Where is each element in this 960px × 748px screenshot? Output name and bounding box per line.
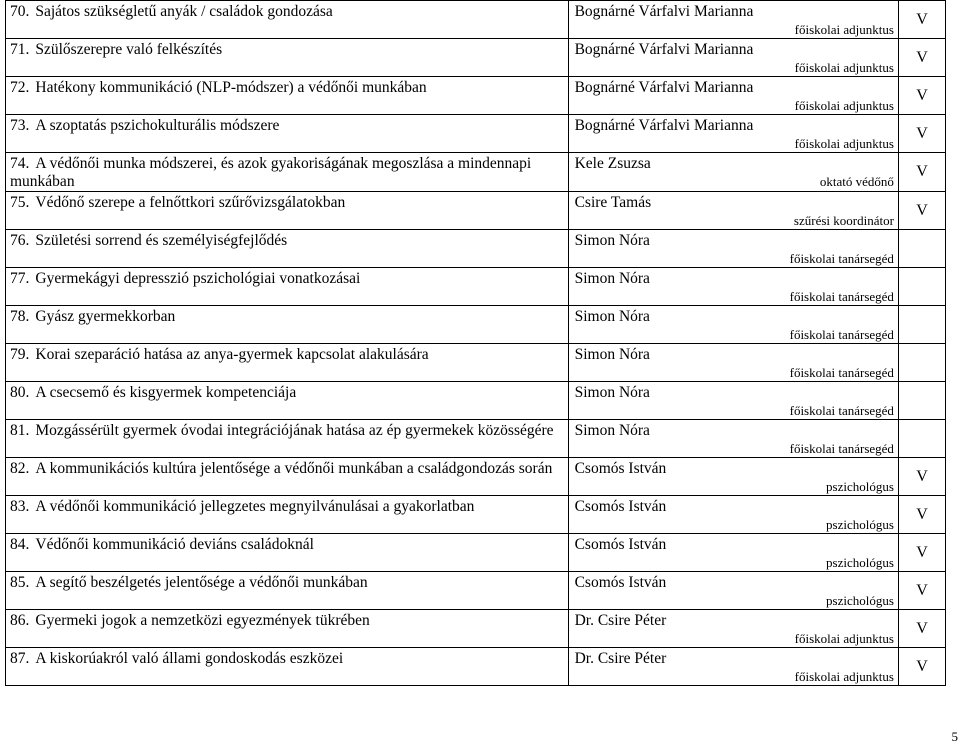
lecturer-name: Csire Tamás [574,194,652,211]
mark-cell [898,344,945,382]
lecturer-title: pszichológus [826,479,894,494]
lecturer-cell [568,77,898,115]
lecturer-name: Bognárné Várfalvi Marianna [574,117,754,134]
lecturer-title: főiskolai adjunktus [794,60,894,75]
lecturer-title: pszichológus [826,593,894,608]
mark-cell: V [898,572,945,610]
table-row [6,77,946,115]
lecturer-name: Kele Zsuzsa [574,155,651,172]
lecturer-cell [568,192,898,230]
mark-cell [898,382,945,420]
mark-cell: V [898,1,945,39]
topic-title: A védőnői kommunikáció jellegzetes megnyilvánulásai a gyakorlatban [35,498,475,515]
topic-cell [6,39,569,77]
lecturer-cell [568,230,898,268]
topic-number: 82. [10,460,30,477]
topic-cell [6,268,569,306]
table-row [6,496,946,534]
mark-cell: V [898,458,945,496]
topic-title: A védőnői munka módszerei, és azok gyakoriságának megoszlása a mindennapi munkában [10,155,532,190]
lecturer-name: Simon Nóra [574,308,650,325]
lecturer-cell [568,344,898,382]
topic-cell [6,192,569,230]
table-row [6,648,946,686]
lecturer-title: főiskolai adjunktus [794,631,894,646]
topic-number: 75. [10,194,30,211]
mark-cell: V [898,496,945,534]
topic-number: 72. [10,79,30,96]
lecturer-cell [568,458,898,496]
table-row [6,572,946,610]
mark-cell [898,306,945,344]
lecturer-title: főiskolai adjunktus [794,98,894,113]
table-row [6,115,946,153]
lecturer-cell [568,420,898,458]
mark-cell: V [898,77,945,115]
lecturer-cell [568,115,898,153]
lecturer-cell [568,39,898,77]
topic-title: Hatékony kommunikáció (NLP-módszer) a védőnői munkában [35,79,427,96]
lecturer-title: főiskolai tanársegéd [789,289,894,304]
topic-number: 87. [10,650,30,667]
topic-number: 80. [10,384,30,401]
lecturer-title: főiskolai tanársegéd [789,327,894,342]
topic-title: Gyermeki jogok a nemzetközi egyezmények tükrében [35,612,370,629]
mark-cell: V [898,648,945,686]
lecturer-cell [568,496,898,534]
topic-title: A kommunikációs kultúra jelentősége a védőnői munkában a családgondozás során [35,460,553,477]
lecturer-name: Bognárné Várfalvi Marianna [574,41,754,58]
topic-cell [6,458,569,496]
topic-number: 84. [10,536,30,553]
topic-title: Gyermekágyi depresszió pszichológiai vonatkozásai [35,270,361,287]
table-row [6,534,946,572]
topic-cell [6,382,569,420]
lecturer-title: főiskolai adjunktus [794,669,894,684]
lecturer-title: főiskolai tanársegéd [789,403,894,418]
topic-title: A csecsemő és kisgyermek kompetenciája [35,384,297,401]
topic-cell [6,153,569,192]
topic-title: Védőnő szerepe a felnőttkori szűrővizsgálatokban [35,194,346,211]
lecturer-title: oktató védőnő [819,174,894,189]
lecturer-title: főiskolai adjunktus [794,136,894,151]
topic-title: A kiskorúakról való állami gondoskodás eszközei [35,650,344,667]
lecturer-name: Dr. Csire Péter [574,612,667,629]
lecturer-cell [568,382,898,420]
topic-number: 77. [10,270,30,287]
table-row [6,268,946,306]
lecturer-title: főiskolai tanársegéd [789,251,894,266]
topic-cell [6,648,569,686]
topic-number: 71. [10,41,30,58]
lecturer-name: Simon Nóra [574,422,650,439]
topic-cell [6,534,569,572]
lecturer-title: főiskolai adjunktus [794,22,894,37]
lecturer-cell [568,306,898,344]
topic-cell [6,230,569,268]
topics-table [5,0,946,686]
lecturer-title: pszichológus [826,517,894,532]
lecturer-cell [568,534,898,572]
topic-number: 70. [10,3,30,20]
topic-title: Védőnői kommunikáció deviáns családoknál [35,536,314,553]
topic-cell [6,572,569,610]
topic-title: Gyász gyermekkorban [35,308,176,325]
topic-number: 76. [10,232,30,249]
lecturer-name: Simon Nóra [574,270,650,287]
table-row [6,382,946,420]
topic-title: A segítő beszélgetés jelentősége a védőnői munkában [35,574,368,591]
table-row [6,230,946,268]
page-number: 5 [951,729,958,744]
table-row [6,1,946,39]
lecturer-name: Simon Nóra [574,346,650,363]
topic-cell [6,344,569,382]
lecturer-title: szűrési koordinátor [793,213,894,228]
mark-cell: V [898,153,945,192]
topic-number: 74. [10,155,30,172]
lecturer-name: Dr. Csire Péter [574,650,667,667]
lecturer-cell [568,610,898,648]
lecturer-name: Csomós István [574,536,667,553]
lecturer-name: Simon Nóra [574,384,650,401]
lecturer-cell [568,572,898,610]
topic-title: Korai szeparáció hatása az anya-gyermek kapcsolat alakulására [35,346,429,363]
table-row [6,306,946,344]
mark-cell [898,268,945,306]
mark-cell: V [898,115,945,153]
topic-number: 86. [10,612,30,629]
topic-cell [6,496,569,534]
topics-table-body [6,1,946,686]
lecturer-title: főiskolai tanársegéd [789,441,894,456]
topic-cell [6,77,569,115]
table-row [6,344,946,382]
mark-cell [898,230,945,268]
mark-cell [898,420,945,458]
lecturer-name: Csomós István [574,498,667,515]
topic-number: 83. [10,498,30,515]
lecturer-cell [568,648,898,686]
lecturer-name: Csomós István [574,460,667,477]
lecturer-cell [568,268,898,306]
table-row [6,610,946,648]
table-row [6,420,946,458]
topic-title: Születési sorrend és személyiségfejlődés [35,232,288,249]
lecturer-name: Simon Nóra [574,232,650,249]
topic-cell [6,610,569,648]
topic-number: 79. [10,346,30,363]
table-row [6,153,946,192]
topic-title: Sajátos szükségletű anyák / családok gondozása [35,3,333,20]
topic-cell [6,306,569,344]
mark-cell: V [898,39,945,77]
topic-title: A szoptatás pszichokulturális módszere [35,117,280,134]
lecturer-name: Csomós István [574,574,667,591]
mark-cell: V [898,610,945,648]
topic-cell [6,115,569,153]
topic-cell [6,1,569,39]
lecturer-title: pszichológus [826,555,894,570]
topic-number: 85. [10,574,30,591]
mark-cell: V [898,192,945,230]
table-row [6,192,946,230]
lecturer-cell [568,153,898,192]
lecturer-name: Bognárné Várfalvi Marianna [574,3,754,20]
lecturer-title: főiskolai tanársegéd [789,365,894,380]
mark-cell: V [898,534,945,572]
topic-number: 78. [10,308,30,325]
table-row [6,39,946,77]
topic-cell [6,420,569,458]
lecturer-cell [568,1,898,39]
topic-title: Mozgássérült gyermek óvodai integrációjának hatása az ép gyermekek közösségére [35,422,554,439]
topic-title: Szülőszerepre való felkészítés [35,41,223,58]
topic-number: 81. [10,422,30,439]
table-row [6,458,946,496]
topic-number: 73. [10,117,30,134]
lecturer-name: Bognárné Várfalvi Marianna [574,79,754,96]
